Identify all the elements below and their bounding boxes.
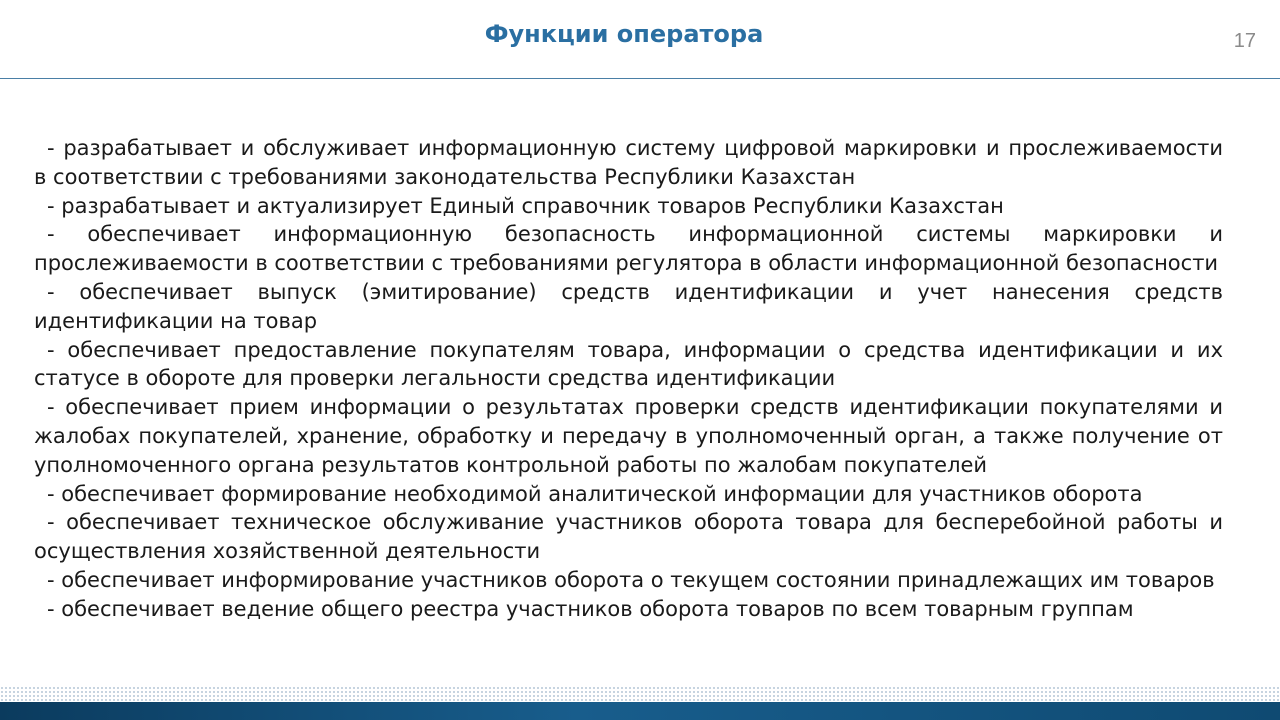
decorative-dot-pattern xyxy=(0,686,1280,702)
list-item: - обеспечивает предоставление покупателям товара, информации о средства идентификации и их статусе в обороте для проверки легальности средства идентификации xyxy=(34,337,1223,391)
list-item: - обеспечивает формирование необходимой аналитической информации для участников оборота xyxy=(47,481,1143,506)
list-item: - обеспечивает техническое обслуживание участников оборота товара для бесперебойной работы и осуществления хозяйственной деятельности xyxy=(34,510,1223,564)
title-divider xyxy=(0,78,1280,79)
list-item: - обеспечивает информационную безопасность информационной системы маркировки и прослеживаемости в соответствии с требованиями регулятора в области информационной безопасности xyxy=(34,222,1223,276)
list-item: - обеспечивает прием информации о результатах проверки средств идентификации покупателями и жалобах покупателей, хранение, обработку и передачу в уполномоченный орган, а также получение от уполномоченного органа результатов контрольной работы по жалобам покупателей xyxy=(34,395,1223,477)
list-item: - обеспечивает выпуск (эмитирование) средств идентификации и учет нанесения средств идентификации на товар xyxy=(34,279,1223,333)
slide-title: Функции оператора xyxy=(484,20,764,48)
list-item: - разрабатывает и обслуживает информационную систему цифровой маркировки и прослеживаемости в соответствии с требованиями законодательства Республики Казахстан xyxy=(34,136,1223,189)
list-item: - обеспечивает информирование участников оборота о текущем состоянии принадлежащих им товаров xyxy=(47,567,1215,592)
list-item: - разрабатывает и актуализирует Единый справочник товаров Республики Казахстан xyxy=(47,193,1004,218)
list-item: - обеспечивает ведение общего реестра участников оборота товаров по всем товарным группам xyxy=(47,596,1134,621)
footer-band xyxy=(0,702,1280,720)
page-number: 17 xyxy=(1233,30,1256,52)
operator-functions-list xyxy=(34,134,1223,624)
